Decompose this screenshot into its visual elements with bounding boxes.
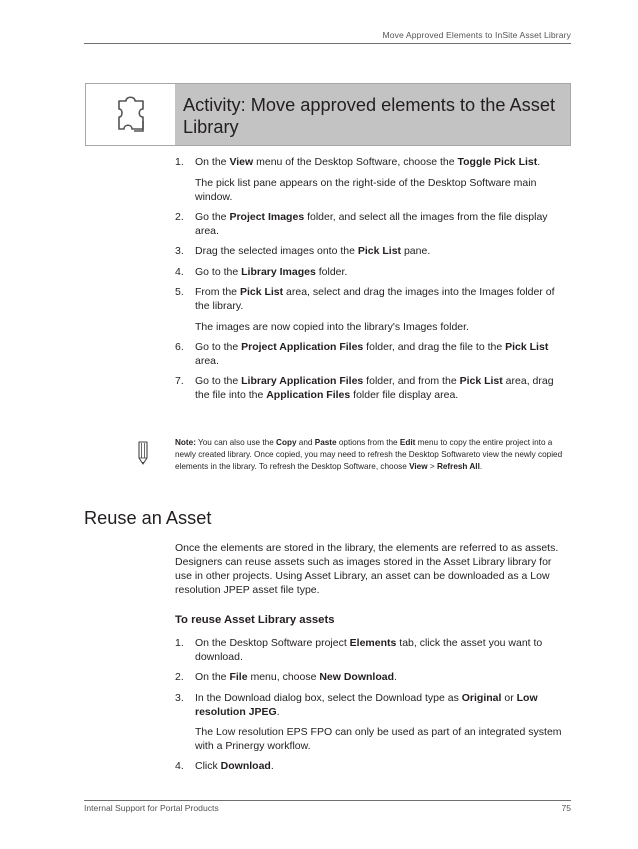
footer-rule (84, 800, 571, 801)
list-text: On the File menu, choose New Download. (195, 671, 397, 683)
header-rule (84, 43, 571, 44)
list-number: 4. (175, 760, 184, 772)
puzzle-piece-icon (111, 95, 151, 135)
list-text: Drag the selected images onto the Pick List pane. (195, 245, 431, 257)
list-text: From the Pick List area, select and drag the images into the Images folder of the library. (195, 286, 555, 312)
list-text: Go to the Project Application Files folder, and drag the file to the Pick List area. (195, 341, 549, 367)
list-number: 4. (175, 266, 184, 278)
subsection-heading: To reuse Asset Library assets (175, 614, 335, 626)
note-text: Note: You can also use the Copy and Paste options from the Edit menu to copy the entire project into a newly created library. Once copied, you may need to refresh the Desktop Softwareto view the newly copied elements in the library. To refresh the Desktop Software, choose View > Refresh All. (175, 438, 563, 471)
activity-title-line: Activity: Move approved elements to the Asset (183, 95, 556, 115)
list-text: Go to the Library Application Files folder, and from the Pick List area, drag the file into the Application Files folder file display area. (195, 375, 554, 401)
activity-title-line: Library (183, 117, 239, 137)
activity-title (183, 94, 570, 138)
footer-title: Internal Support for Portal Products (84, 803, 219, 813)
list-text: Click Download. (195, 760, 274, 772)
list-number: 3. (175, 245, 184, 257)
list-number: 2. (175, 671, 184, 683)
activity-title-cell (175, 84, 570, 145)
list-number: 6. (175, 341, 184, 353)
list-text: Go the Project Images folder, and select all the images from the file display area. (195, 211, 548, 237)
list-text: In the Download dialog box, select the Download type as Original or Low resolution JPEG. (195, 692, 538, 718)
activity-box (85, 83, 571, 146)
step-result-text: The Low resolution EPS FPO can only be used as part of an integrated system with a Prinergy workflow. (195, 726, 562, 752)
section-heading: Reuse an Asset (84, 508, 212, 528)
step-result-text: The pick list pane appears on the right-side of the Desktop Software main window. (195, 177, 537, 203)
list-number: 1. (175, 637, 184, 649)
pencil-note-icon (136, 440, 150, 471)
section-body: Once the elements are stored in the library, the elements are referred to as assets. Designers can reuse assets such as images stored in the Asset Library library for use in other projects. Using Asset Library, an asset can be downloaded as a Low resolution JPEP asset file type. (175, 542, 559, 596)
list-text: On the Desktop Software project Elements tab, click the asset you want to download. (195, 637, 543, 663)
list-number: 5. (175, 286, 184, 298)
list-text: On the View menu of the Desktop Software, choose the Toggle Pick List. (195, 156, 541, 168)
step-result-text: The images are now copied into the library's Images folder. (195, 321, 469, 333)
page-number: 75 (561, 803, 571, 813)
list-text: Go to the Library Images folder. (195, 266, 348, 278)
list-number: 1. (175, 156, 184, 168)
list-number: 3. (175, 692, 184, 704)
list-number: 2. (175, 211, 184, 223)
activity-icon-cell (86, 84, 175, 145)
list-number: 7. (175, 375, 184, 387)
running-header: Move Approved Elements to InSite Asset Library (382, 30, 571, 40)
